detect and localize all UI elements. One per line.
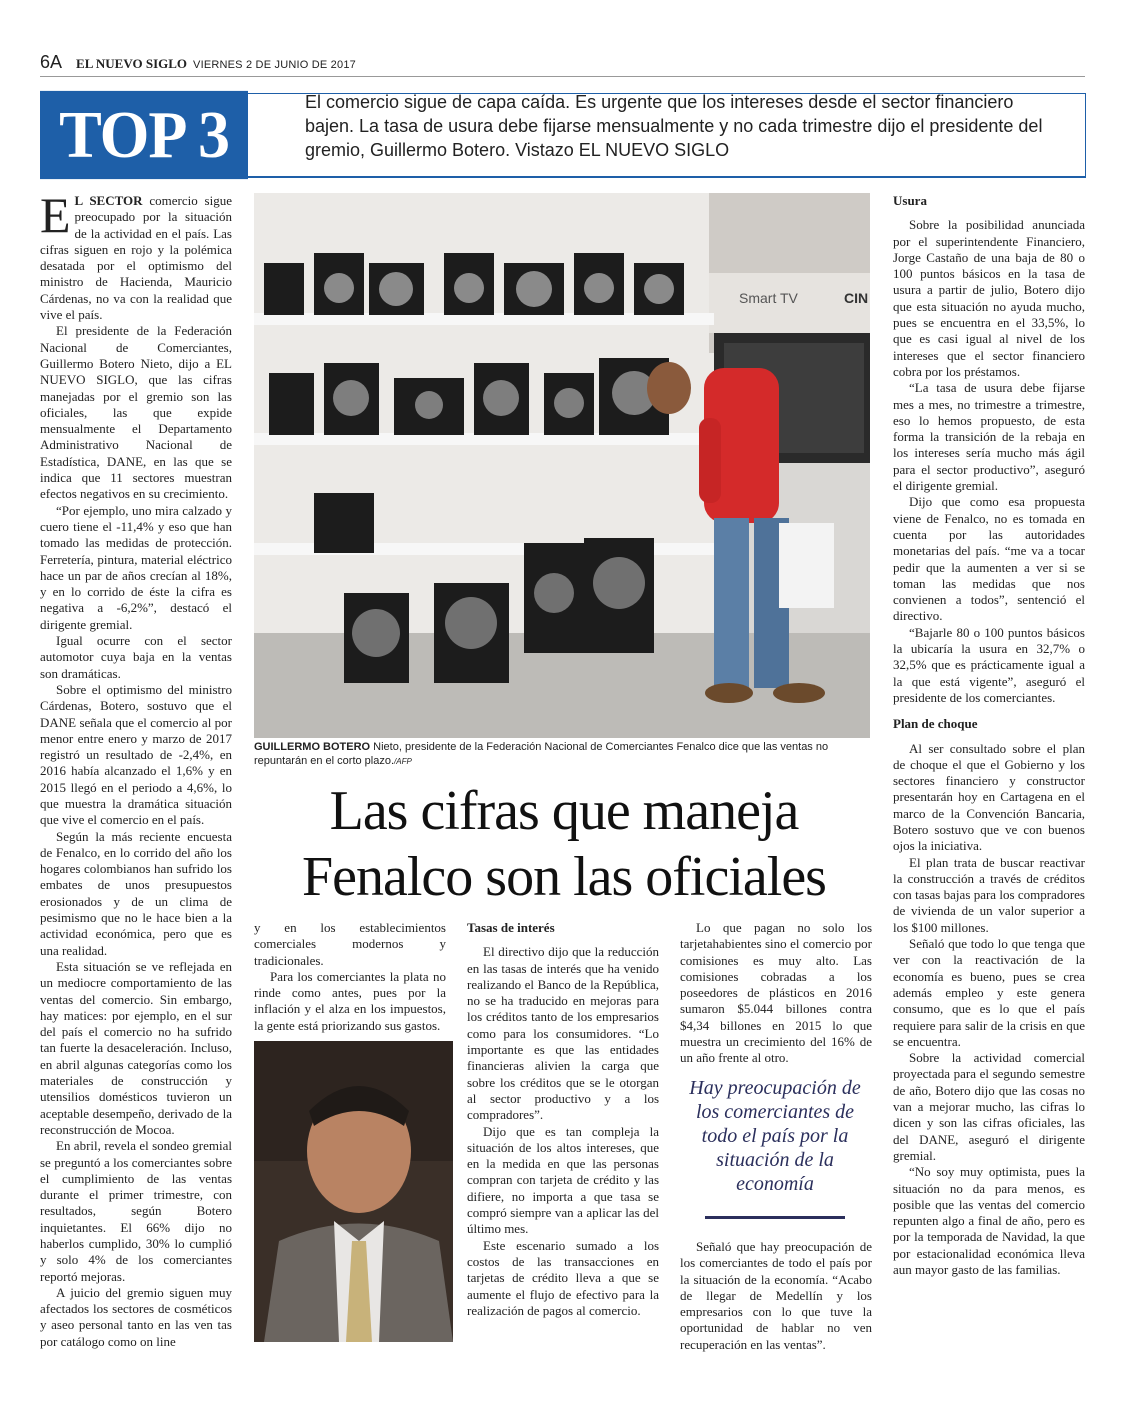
section-label: TOP 3 (40, 91, 248, 179)
header-rule (40, 76, 1085, 77)
paragraph: “Por ejemplo, uno mira calzado y cuero tiene el -11,4% y eso que han tomado las medidas de protección. Ferretería, pintura, material eléctrico hace un par de años crecían al 18%, y en lo corrido de éste la cifra es negativa a -6,2%”, destacó el dirigente gremial. (40, 502, 232, 632)
publication-name: EL NUEVO SIGLO (76, 56, 188, 71)
paragraph: Señaló que todo lo que tenga que ver con la reactivación de la economía es bueno, pues se crea además empleo y este genera consumo, que es lo que el país requiere para salir de la crisis en que se encuentra. (893, 936, 1085, 1049)
paragraph: Dijo que es tan compleja la situación de los altos intereses, que en la medida en que las personas compran con tarjeta de crédito y las difiere, no importa a que tasa se compró siempre van a aplicar las del último mes. (467, 1123, 659, 1237)
paragraph: y en los establecimientos comerciales modernos y tradicionales. (254, 920, 446, 968)
article-column-5 (893, 193, 1085, 1278)
paragraph: Igual ocurre con el sector automotor cuya baja en la ventas son dramáticas. (40, 633, 232, 681)
photo-caption (254, 740, 870, 769)
deck-text: El comercio sigue de capa caída. Es urgente que los intereses desde el sector financiero bajen. La tasa de usura debe fijarse mensualmente y no cada trimestre dijo el presidente del gremio, Guillermo Botero. Vistazo EL NUEVO SIGLO (305, 92, 1043, 160)
paragraph: Esta situación se ve reflejada en un mediocre comportamiento de las ventas del comercio. Sin embargo, hay matices: por ejemplo, en el sur del país el comercio no ha sufrido tan fuerte la desaceleración. Incluso, en abril algunas categorías como los materiales de construcción y utensilios domésticos tuvieron un aceptable desempeño, derivado de la reconstrucción de Mocoa. (40, 958, 232, 1137)
paragraph: “No soy muy optimista, pues la situación no da para menos, es posible que las ventas del comercio repunten algo a final de año, pero es por la temporada de Navidad, la que por estacionalidad económica lleva aun mayor gasto de las familias. (893, 1164, 1085, 1277)
page-folio (40, 52, 356, 73)
paragraph: Para los comerciantes la plata no rinde como antes, pues por la inflación y el alza en los impuestos, la gente está priorizando sus gastos. (254, 968, 446, 1033)
main-photo (254, 193, 870, 738)
page-number: 6A (40, 52, 63, 72)
paragraph: El plan trata de buscar reactivar la construcción a través de créditos con tasas bajas para los compradores de vivienda de un valor superior a los $100 millones. (893, 854, 1085, 935)
article-column-4 (680, 920, 872, 1067)
paragraph: Dijo que como esa propuesta viene de Fenalco, no es tomada en cuenta por las autoridades monetarias del país. “me va a tocar pedir que la aumenten a ver si se toman las medidas que nos convienen a todos”, sentenció el directivo. (893, 494, 1085, 624)
photo-credit: /AFP (394, 757, 412, 766)
paragraph: En abril, revela el sondeo gremial se preguntó a los comerciantes sobre el cumplimiento de las ventas durante el primer trimestre, con resultados, según Botero inquietantes. El 66% dijo no haberlos cumplido, 30% lo cumplió y solo 4% de los comerciantes reportó mejoras. (40, 1138, 232, 1284)
section-heading: Tasas de interés (467, 920, 555, 935)
dropcap: E (40, 187, 71, 243)
article-column-4-continued (680, 1239, 872, 1353)
issue-date: VIERNES 2 DE JUNIO DE 2017 (193, 59, 356, 71)
cinema-sign: CIN (844, 290, 869, 306)
section-heading: Plan de choque (893, 716, 978, 732)
article-column-1 (40, 187, 232, 1350)
lead-in: L SECTOR (74, 193, 143, 208)
paragraph: El directivo dijo que la reducción en las tasas de interés que ha venido realizando el Banco de la República, no se ha traducido en mejoras para los créditos tanto de los empresarios como para los consumidores. “Lo importante es que las entidades financieras alivien la carga que sobre los créditos que se le otorgan al sector productivo y a los compradores”. (467, 944, 659, 1123)
headline: Las cifras que maneja Fenalco son las oficiales (302, 780, 826, 908)
paragraph: Lo que pagan no solo los tarjetahabientes sino el comercio por comisiones es muy alto. Las comisiones cobradas a los poseedores de plásticos en 2016 sumaron $5.044 billones contra $4,34 billones en 2015 lo que muestra un crecimiento del 16% de un año frente al otro. (680, 920, 872, 1066)
lead-paragraph: comercio sigue preocupado por la situación de la actividad en el país. Las cifras siguen en rojo y la polémica desatada por el optimismo del ministro de Hacienda, Mauricio Cárdenas, no va con la realidad que vive el país. (40, 193, 232, 323)
paragraph: Este escenario sumado a los costos de las transacciones en tarjetas de crédito lleva a que se aumente el flujo de efectivo para la realización de pagos al comercio. (467, 1237, 659, 1318)
paragraph: Sobre la posibilidad anunciada por el superintendente Financiero, Jorge Castaño de una baja de 80 o 100 puntos básicos en la tasa de usura a partir de julio, Botero dijo que esta situación no ayuda mucho, pues se encuentra en el 33,5%, lo que es casi igual al nivel de los intereses que el sector financiero cobra por los préstamos. (893, 217, 1085, 379)
paragraph: Sobre el optimismo del ministro Cárdenas, Botero, sostuvo que el DANE señala que el comercio al por menor entre enero y marzo de 2017 registró un resultado de -2,4%, en 2016 había alcanzado el 1,6% y en 2015 llegó en el periodo a 4,6%, lo que muestra la dramática situación que vive el comercio en el país. (40, 681, 232, 828)
caption-lead: GUILLERMO BOTERO (254, 741, 371, 753)
paragraph: El presidente de la Federación Nacional de Comerciantes, Guillermo Botero Nieto, dijo a EL NUEVO SIGLO, que las cifras manejadas por el gremio son las oficiales, las que expide mensualmente el Departamento Administrativo Nacional de Estadística, DANE, en las que se indica que 11 sectores muestran efectos negativos en su crecimiento. (40, 323, 232, 502)
article-column-3 (467, 920, 659, 1319)
paragraph: Según la más reciente encuesta de Fenalco, en lo corrido del año los hogares colombianos han sufrido los embates de unos presupuestos erosionados y de un clima de pesimismo que no le hace bien a la actividad económica, pero que es una realidad. (40, 828, 232, 958)
article-column-2 (254, 920, 446, 1034)
paragraph: “La tasa de usura debe fijarse mes a mes, no trimestre a trimestre, eso lo hemos propuesto, de esta forma la transición de la rebaja en los intereses sería mucho más ágil para el sector productivo”, aseguró el dirigente gremial. (893, 380, 1085, 494)
portrait-photo (254, 1041, 453, 1342)
pull-quote-rule (705, 1216, 845, 1219)
pull-quote: Hay preocupación de los comerciantes de todo el país por la situación de la economía (689, 1077, 861, 1195)
paragraph: “Bajarle 80 o 100 puntos básicos la ubicaría la usura en 32,7% o 32,5% que es prácticamente igual a la que está vigente”, aseguró el presidente de los comerciantes. (893, 624, 1085, 705)
paragraph: A juicio del gremio siguen muy afectados los sectores de cosméticos y aseo personal tanto en las ven tas por catálogo como on line (40, 1284, 232, 1349)
paragraph: Al ser consultado sobre el plan de choque el que el Gobierno y los sectores financiero y constructor presentarán hoy en Cartagena en el marco de la Convención Bancaria, Botero sostuvo que ve con buenos ojos la iniciativa. (893, 740, 1085, 854)
paragraph: Sobre la actividad comercial proyectada para el segundo semestre de año, Botero dijo que las cosas no van a mejorar mucho, las cifras lo dicen y son las cifras oficiales, las del DANE, aseguró el dirigente gremial. (893, 1050, 1085, 1163)
paragraph: Señaló que hay preocupación de los comerciantes de todo el país por la situación de la economía. “Acabo de llegar de Medellín y los empresarios con lo que tuve la oportunidad de hablar no ven recuperación en las ventas”. (680, 1239, 872, 1352)
caption-text: Nieto, presidente de la Federación Nacional de Comerciantes Fenalco dice que las ventas no repuntarán en el corto plazo. (254, 741, 829, 767)
smart-tv-sign: Smart TV (739, 290, 798, 306)
section-heading: Usura (893, 193, 927, 208)
